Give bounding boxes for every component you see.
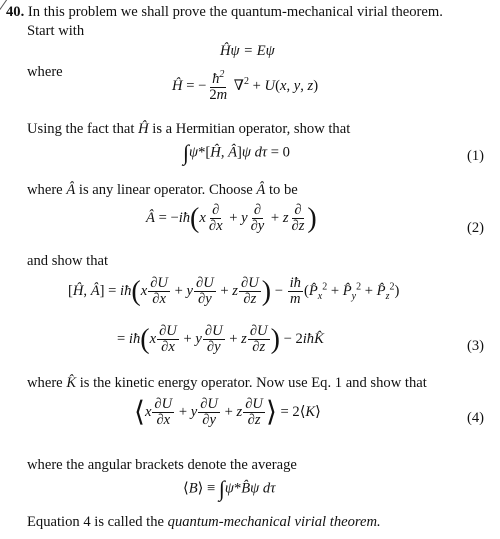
linear-operator-sentence: where Â is any linear operator. Choose Â to be <box>27 182 298 198</box>
equation-1-number: (1) <box>466 148 484 164</box>
average-definition: ⟨B⟩ ≡ ∫ψ*B̂ψ dτ <box>183 476 276 501</box>
equation-2-number: (2) <box>466 220 484 236</box>
equation-3-number: (3) <box>466 338 484 354</box>
where-text-1: where <box>27 64 63 80</box>
equation-4-number: (4) <box>466 410 484 426</box>
kinetic-sentence: where K̂ is the kinetic energy operator. Now use Eq. 1 and show that <box>27 375 427 391</box>
problem-number: 40. <box>6 4 25 20</box>
equation-2: Â = −iħ(x $\frac{\partial}{\partial x}$ + y $\frac{\partial}{\partial y}$ + z $\frac{\partial}{\partial z}$ ) <box>146 202 317 235</box>
equation-4: ⟨x $\frac{\partial U}{\partial x}$ + y $\frac{\partial U}{\partial y}$ + z $\frac{\partial U}{\partial z}$ ⟩ = 2⟨K⟩ <box>134 396 321 429</box>
problem-intro-line1 <box>6 4 443 21</box>
intro-text: In this problem we shall prove the quantum-mechanical virial theorem. <box>27 4 443 20</box>
schrodinger-equation: Ĥψ = Eψ <box>220 43 275 59</box>
commutator-line-1: [Ĥ, Â] = iħ(x $\frac{\partial U}{\partial x}$ + y $\frac{\partial U}{\partial y}$ + z $\frac{\partial U}{\partial z}$ ) − $\frac{iħ}{m}$ ($P̂_x^2$ + $P̂_y^2$ + $P̂_z^2$) <box>68 275 400 308</box>
equation-1: ∫ψ*[Ĥ, Â]ψ dτ = 0 <box>183 140 290 165</box>
hermitian-sentence: Using the fact that Ĥ is a Hermitian operator, show that <box>27 121 351 137</box>
angular-brackets-sentence: where the angular brackets denote the average <box>27 457 297 473</box>
commutator-line-2: = iħ(x $\frac{\partial U}{\partial x}$ + y $\frac{\partial U}{\partial y}$ + z $\frac{\partial U}{\partial z}$ ) − 2iħK̂ <box>117 323 324 356</box>
hamiltonian-equation: Ĥ = − $\frac{ħ^2}{2m}$ ∇$^2$ + U(x, y, z) <box>172 69 319 104</box>
problem-intro-line2: Start with <box>27 23 85 39</box>
and-show-text: and show that <box>27 253 109 269</box>
final-sentence: Equation 4 is called the quantum-mechanical virial theorem. <box>27 514 381 530</box>
